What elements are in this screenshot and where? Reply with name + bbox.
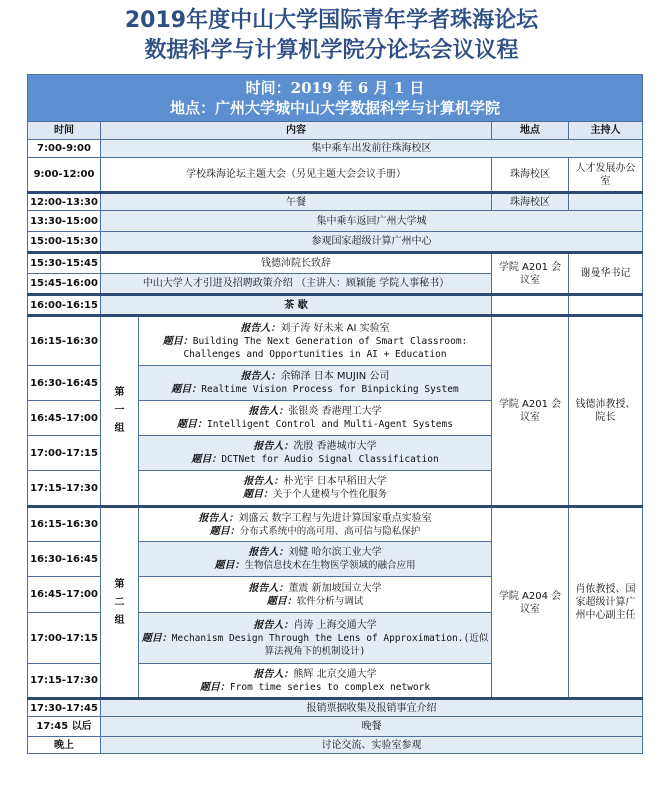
time-cell: 17:15-17:30 xyxy=(28,664,101,699)
table-row xyxy=(28,232,643,253)
table-row xyxy=(28,316,643,366)
topic: Realtime Vision Process for Binpicking System xyxy=(201,384,459,395)
table-row xyxy=(28,158,643,193)
table-row xyxy=(28,717,643,737)
topic-label: 题目： xyxy=(209,525,240,537)
content-cell: 集中乘车返回广州大学城 xyxy=(101,211,643,232)
table-row xyxy=(28,193,643,211)
agenda-table xyxy=(27,74,643,754)
time-cell: 15:45-16:00 xyxy=(28,274,101,295)
speaker: 朴光宇 日本早稻田大学 xyxy=(283,476,387,487)
time-cell: 17:30-17:45 xyxy=(28,699,101,717)
content-cell: 午餐 xyxy=(101,193,492,211)
topic: DCTNet for Audio Signal Classification xyxy=(221,454,439,465)
table-row xyxy=(28,122,643,140)
speaker-label: 报告人： xyxy=(198,512,239,524)
talk-cell xyxy=(139,507,492,542)
table-row xyxy=(28,253,643,274)
speaker: 张银炎 香港理工大学 xyxy=(288,406,382,417)
topic-label: 题目： xyxy=(171,384,202,395)
time-cell: 12:00-13:30 xyxy=(28,193,101,211)
time-cell: 15:00-15:30 xyxy=(28,232,101,253)
speaker: 刘健 哈尔滨工业大学 xyxy=(288,547,382,558)
talk-cell xyxy=(139,542,492,577)
col-head-host: 主持人 xyxy=(569,122,643,140)
location-cell xyxy=(492,295,569,316)
table-row xyxy=(28,140,643,158)
host-cell xyxy=(569,295,643,316)
time-cell: 16:15-16:30 xyxy=(28,507,101,542)
location-cell: 珠海校区 xyxy=(492,193,569,211)
table-row xyxy=(28,211,643,232)
location-cell: 学院 A201 会议室 xyxy=(492,316,569,507)
topic-label: 题目： xyxy=(266,595,297,607)
speaker-label: 报告人： xyxy=(253,441,294,452)
talk-cell xyxy=(139,664,492,699)
topic: 软件分析与调试 xyxy=(296,595,364,607)
topic: 关于个人建模与个性化服务 xyxy=(272,489,387,500)
topic: From time series to complex network xyxy=(229,681,431,693)
topic-label: 题目： xyxy=(242,489,273,500)
speaker: 余锦泽 日本 MUJIN 公司 xyxy=(280,371,390,382)
col-head-content: 内容 xyxy=(101,122,492,140)
group-label: 第 二 组 xyxy=(101,507,139,699)
content-cell: 茶 歇 xyxy=(101,295,492,316)
topic: Building The Next Generation of Smart Classroom: Challenges and Opportunities in AI + Education xyxy=(183,335,468,360)
page-title: 2019年度中山大学国际青年学者珠海论坛 xyxy=(124,8,539,33)
table-row xyxy=(28,699,643,717)
topic: 生物信息技术在生物医学领域的融合应用 xyxy=(244,560,416,571)
topic-label: 题目： xyxy=(141,632,172,644)
table-row xyxy=(28,75,643,122)
topic-label: 题目： xyxy=(199,681,230,693)
time-cell: 17:00-17:15 xyxy=(28,436,101,471)
content-cell: 学校珠海论坛主题大会（另见主题大会会议手册） xyxy=(101,158,492,193)
date-line: 时间：2019 年 6 月 1 日 xyxy=(245,79,425,97)
time-cell: 16:45-17:00 xyxy=(28,401,101,436)
topic: Mechanism Design Through the Lens of Approximation.(近似算法视角下的机制设计) xyxy=(171,632,489,657)
speaker-label: 报告人： xyxy=(240,371,281,382)
host-cell: 肖侬教授、国家超级计算广州中心副主任 xyxy=(569,507,643,699)
time-cell: 15:30-15:45 xyxy=(28,253,101,274)
content-cell: 报销票据收集及报销事宜介绍 xyxy=(101,699,643,717)
place-line: 地点：广州大学城中山大学数据科学与计算机学院 xyxy=(170,99,501,117)
speaker: 肖涛 上海交通大学 xyxy=(293,619,377,631)
speaker-label: 报告人： xyxy=(248,582,289,594)
time-cell: 13:30-15:00 xyxy=(28,211,101,232)
time-cell: 晚上 xyxy=(28,737,101,754)
speaker-label: 报告人： xyxy=(253,668,294,680)
speaker: 刘盛云 数字工程与先进计算国家重点实验室 xyxy=(238,512,432,524)
host-cell: 钱德沛教授、院长 xyxy=(569,316,643,507)
group-label: 第 一 组 xyxy=(101,316,139,507)
speaker-label: 报告人： xyxy=(248,547,289,558)
page-subtitle: 数据科学与计算机学院分论坛会议议程 xyxy=(144,38,519,63)
speaker-label: 报告人： xyxy=(243,476,284,487)
host-cell xyxy=(569,193,643,211)
time-cell: 16:45-17:00 xyxy=(28,577,101,613)
time-cell: 17:00-17:15 xyxy=(28,613,101,664)
speaker: 董震 新加坡国立大学 xyxy=(288,582,382,594)
host-cell: 人才发展办公室 xyxy=(569,158,643,193)
time-cell: 16:15-16:30 xyxy=(28,316,101,366)
topic-label: 题目： xyxy=(191,454,222,465)
speaker: 刘子涛 好未来 AI 实验室 xyxy=(280,322,390,334)
host-cell: 谢曼华书记 xyxy=(569,253,643,295)
speaker: 冼殷 香港城市大学 xyxy=(293,441,377,452)
time-cell: 9:00-12:00 xyxy=(28,158,101,193)
location-cell: 学院 A204 会议室 xyxy=(492,507,569,699)
time-cell: 17:45 以后 xyxy=(28,717,101,737)
content-cell: 参观国家超级计算广州中心 xyxy=(101,232,643,253)
table-row xyxy=(28,737,643,754)
time-cell: 7:00-9:00 xyxy=(28,140,101,158)
content-cell: 讨论交流、实验室参观 xyxy=(101,737,643,754)
agenda-header xyxy=(28,75,643,122)
talk-cell xyxy=(139,316,492,366)
topic-label: 题目： xyxy=(177,419,208,430)
talk-cell xyxy=(139,366,492,401)
speaker-label: 报告人： xyxy=(248,406,289,417)
content-cell: 集中乘车出发前往珠海校区 xyxy=(101,140,643,158)
table-row xyxy=(28,295,643,316)
talk-cell xyxy=(139,471,492,507)
table-row xyxy=(28,507,643,542)
time-cell: 16:30-16:45 xyxy=(28,366,101,401)
location-cell: 珠海校区 xyxy=(492,158,569,193)
topic: 分布式系统中的高可用、高可信与隐私保护 xyxy=(239,525,421,537)
time-cell: 16:30-16:45 xyxy=(28,542,101,577)
speaker: 熊辉 北京交通大学 xyxy=(293,668,377,680)
time-cell: 17:15-17:30 xyxy=(28,471,101,507)
speaker-label: 报告人： xyxy=(253,619,294,631)
topic-label: 题目： xyxy=(214,560,245,571)
location-cell: 学院 A201 会议室 xyxy=(492,253,569,295)
topic: Intelligent Control and Multi-Agent Systems xyxy=(207,419,453,430)
col-head-time: 时间 xyxy=(28,122,101,140)
time-cell: 16:00-16:15 xyxy=(28,295,101,316)
talk-cell xyxy=(139,613,492,664)
content-cell: 钱德沛院长致辞 xyxy=(101,253,492,274)
speaker-label: 报告人： xyxy=(240,322,281,334)
topic-label: 题目： xyxy=(162,335,193,347)
content-cell: 晚餐 xyxy=(101,717,643,737)
content-cell: 中山大学人才引进及招聘政策介绍 （主讲人：顾颖能 学院人事秘书） xyxy=(101,274,492,295)
talk-cell xyxy=(139,436,492,471)
talk-cell xyxy=(139,401,492,436)
talk-cell xyxy=(139,577,492,613)
col-head-location: 地点 xyxy=(492,122,569,140)
